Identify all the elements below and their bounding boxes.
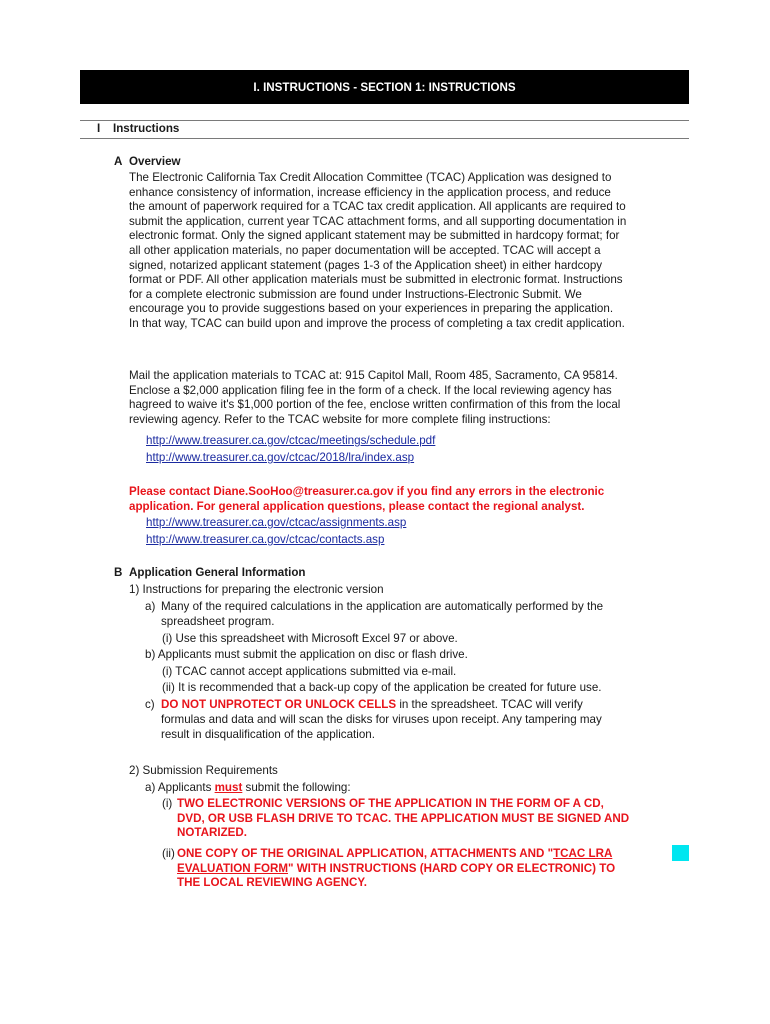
- notice-line: application. For general application questions, please contact the regional analyst.: [129, 499, 585, 513]
- submission-ii-text: [177, 847, 615, 891]
- item-a-i: (i) Use this spreadsheet with Microsoft Excel 97 or above.: [162, 632, 458, 645]
- paragraph-line: the amount of paperwork required for a TCAC tax credit application. All applicants are required to: [129, 200, 626, 214]
- item-c-first-line: [161, 698, 583, 711]
- notice-line: DVD, OR USB FLASH DRIVE TO TCAC. THE APPLICATION MUST BE SIGNED AND: [177, 811, 630, 825]
- divider: [80, 138, 689, 139]
- mail-paragraph: [129, 369, 689, 427]
- notice-line: TWO ELECTRONIC VERSIONS OF THE APPLICATION IN THE FORM OF A CD,: [177, 797, 604, 810]
- item-c-text: [161, 713, 602, 742]
- section-number: I: [97, 122, 101, 135]
- paragraph-line: The Electronic California Tax Credit Allocation Committee (TCAC) Application was designed to: [129, 171, 612, 184]
- submission-a-suffix: submit the following:: [242, 781, 351, 794]
- submission-i-label: (i): [162, 797, 173, 810]
- paragraph-line: formulas and data and will scan the disks for viruses upon receipt. Any tampering may: [161, 713, 602, 726]
- section-header-bar: [80, 70, 689, 104]
- section-header-title: I. INSTRUCTIONS - SECTION 1: INSTRUCTIONS: [253, 80, 516, 94]
- overview-heading: Overview: [129, 155, 181, 168]
- submission-a-prefix: a) Applicants: [145, 781, 215, 794]
- paragraph-line: Enclose a $2,000 application filing fee in the form of a check. If the local reviewing agency has: [129, 383, 612, 397]
- paragraph-line: format or PDF. All other application materials must be submitted in electronic format. Instructions: [129, 273, 623, 287]
- divider: [80, 120, 689, 121]
- paragraph-line: electronic format. Only the signed applicant statement may be submitted in hardcopy format; for: [129, 229, 620, 243]
- item-1-heading: 1) Instructions for preparing the electronic version: [129, 583, 384, 596]
- submission-a: [145, 781, 351, 794]
- section-title: Instructions: [113, 122, 180, 135]
- lra-index-link[interactable]: http://www.treasurer.ca.gov/ctcac/2018/lra/index.asp: [146, 451, 415, 464]
- item-b-ii: (ii) It is recommended that a back-up copy of the application be created for future use.: [162, 681, 602, 694]
- item-b-i: (i) TCAC cannot accept applications submitted via e-mail.: [162, 665, 457, 678]
- item-a-text: [161, 600, 603, 629]
- paragraph-line: In that way, TCAC can build upon and improve the process of completing a tax credit application.: [129, 316, 625, 330]
- paragraph-line: Mail the application materials to TCAC at: 915 Capitol Mall, Room 485, Sacramento, CA 95814.: [129, 369, 618, 382]
- item-b: b) Applicants must submit the application on disc or flash drive.: [145, 648, 468, 661]
- submission-i-text: [177, 797, 629, 841]
- item-a-label: a): [145, 600, 156, 613]
- paragraph-line: for a complete electronic submission are found under Instructions-Electronic Submit. We: [129, 287, 582, 301]
- paragraph-line: result in disqualification of the application.: [161, 727, 375, 741]
- notice-line: NOTARIZED.: [177, 826, 247, 840]
- paragraph-line: signed, notarized applicant statement (pages 1-3 of the Application sheet) in either hardcopy: [129, 258, 603, 272]
- submission-ii-label: (ii): [162, 847, 175, 860]
- notice-text: " WITH INSTRUCTIONS (HARD COPY OR ELECTRONIC) TO: [288, 861, 616, 875]
- paragraph-line: Many of the required calculations in the application are automatically performed by the: [161, 600, 604, 613]
- overview-paragraph: [129, 171, 689, 332]
- schedule-link[interactable]: http://www.treasurer.ca.gov/ctcac/meetings/schedule.pdf: [146, 434, 436, 447]
- notice-line: THE LOCAL REVIEWING AGENCY.: [177, 876, 368, 890]
- must-emphasis: must: [214, 781, 243, 794]
- lra-form-link[interactable]: EVALUATION FORM: [177, 861, 288, 875]
- item-c-rest: in the spreadsheet. TCAC will verify: [396, 698, 583, 711]
- contact-notice: [129, 485, 689, 514]
- paragraph-line: encourage you to provide suggestions based on your experiences in preparing the application.: [129, 302, 614, 316]
- paragraph-line: all other application materials, no paper documentation will be accepted. TCAC will accept a: [129, 243, 601, 257]
- paragraph-line: hagreed to waive it's $1,000 portion of the fee, enclose written confirmation of this from the local: [129, 398, 621, 412]
- assignments-link[interactable]: http://www.treasurer.ca.gov/ctcac/assignments.asp: [146, 516, 407, 529]
- cell-highlight-marker: [672, 845, 689, 861]
- item-2-heading: 2) Submission Requirements: [129, 764, 278, 777]
- general-letter: B: [114, 566, 123, 579]
- paragraph-line: spreadsheet program.: [161, 614, 275, 628]
- paragraph-line: reviewing agency. Refer to the TCAC website for more complete filing instructions:: [129, 412, 551, 426]
- unprotect-warning: DO NOT UNPROTECT OR UNLOCK CELLS: [161, 698, 397, 711]
- paragraph-line: submit the application, current year TCAC attachment forms, and all supporting documentation in: [129, 214, 627, 228]
- notice-line: Please contact Diane.SooHoo@treasurer.ca.gov if you find any errors in the electronic: [129, 485, 605, 498]
- lra-form-link[interactable]: TCAC LRA: [553, 847, 613, 860]
- paragraph-line: enhance consistency of information, increase efficiency in the application process, and reduce: [129, 185, 611, 199]
- general-heading: Application General Information: [129, 566, 306, 579]
- item-c-label: c): [145, 698, 155, 711]
- contacts-link[interactable]: http://www.treasurer.ca.gov/ctcac/contacts.asp: [146, 533, 385, 546]
- notice-text: ONE COPY OF THE ORIGINAL APPLICATION, ATTACHMENTS AND ": [177, 847, 554, 860]
- overview-letter: A: [114, 155, 123, 168]
